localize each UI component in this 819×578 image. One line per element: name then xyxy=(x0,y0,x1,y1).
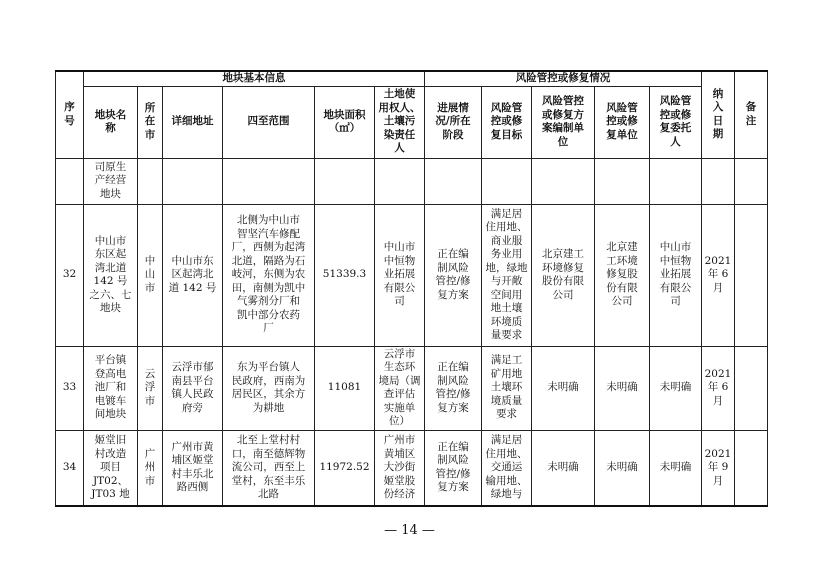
cell-name: 平台镇 登高电 池厂和 电镀车 间地块 xyxy=(84,346,138,430)
cell-repair-unit: 北京建 工环境 修复股 份有限 公司 xyxy=(595,204,650,346)
cell-area: 11972.52 xyxy=(315,430,375,506)
table-row xyxy=(56,430,768,506)
header-date: 纳 入 日 期 xyxy=(702,71,735,158)
cell-index: 32 xyxy=(56,204,84,346)
cell-index: 33 xyxy=(56,346,84,430)
table-row-continuation xyxy=(56,158,768,204)
cell-area: 11081 xyxy=(315,346,375,430)
cell-date: 2021 年 9 月 xyxy=(702,430,735,506)
cell-target: 满足工 矿用地 土壤环 境质量 要求 xyxy=(482,346,532,430)
cell-boundary: 东为平台镇人 民政府，西南为 居民区，其余方 为耕地 xyxy=(223,346,315,430)
cell-date: 2021 年 6 月 xyxy=(702,204,735,346)
cell-city: 广 州 市 xyxy=(138,430,163,506)
cell-owner: 广州市 黄埔区 大沙街 姬堂股 份经济 xyxy=(375,430,425,506)
header-boundary: 四至范围 xyxy=(223,86,315,158)
header-area: 地块面积 （㎡） xyxy=(315,86,375,158)
cell-city: 中 山 市 xyxy=(138,204,163,346)
header-plan-unit: 风险管控 或修复方 案编制单 位 xyxy=(532,86,595,158)
cell-remark xyxy=(735,430,768,506)
header-address: 详细地址 xyxy=(163,86,223,158)
cell-name: 司原生 产经营 地块 xyxy=(84,158,138,204)
cell-address: 中山市东 区起湾北 道 142 号 xyxy=(163,204,223,346)
cell-plan-unit: 未明确 xyxy=(532,346,595,430)
cell-city: 云 浮 市 xyxy=(138,346,163,430)
cell-remark xyxy=(735,346,768,430)
cell-plan-unit: 北京建工 环境修复 股份有限 公司 xyxy=(532,204,595,346)
header-progress: 进展情 况/所在 阶段 xyxy=(425,86,482,158)
cell-repair-unit: 未明确 xyxy=(595,346,650,430)
cell-client: 中山市 中恒物 业拓展 有限公 司 xyxy=(650,204,702,346)
group-header-risk-control: 风险管控或修复情况 xyxy=(425,71,702,86)
header-repair-unit: 风险管 控或修 复单位 xyxy=(595,86,650,158)
header-name: 地块名 称 xyxy=(84,86,138,158)
cell-target: 满足居 住用地、 商业服 务业用 地，绿地 与开敞 空间用 地土壤 环境质 量要求 xyxy=(482,204,532,346)
cell-boundary: 北侧为中山市 智坚汽车修配 厂，西侧为起湾 北道，隔路为石 岐河，东侧为农 田，南侧为凯中 气雾剂分厂和 凯中部分农药 厂 xyxy=(223,204,315,346)
header-target: 风险管 控或修 复目标 xyxy=(482,86,532,158)
header-client: 风险管 控或修 复委托 人 xyxy=(650,86,702,158)
header-city: 所 在 市 xyxy=(138,86,163,158)
group-header-basic-info: 地块基本信息 xyxy=(84,71,425,86)
cell-address: 云浮市郁 南县平台 镇人民政 府旁 xyxy=(163,346,223,430)
table-row xyxy=(56,346,768,430)
header-owner: 土地使 用权人、 土壤污 染责任 人 xyxy=(375,86,425,158)
page-number: — 14 — xyxy=(384,523,435,538)
cell-boundary: 北至上堂村村 口，南至德辉物 流公司，西至上 堂村，东至丰乐 北路 xyxy=(223,430,315,506)
cell-address: 广州市黄 埔区姬堂 村丰乐北 路西侧 xyxy=(163,430,223,506)
cell-repair-unit: 未明确 xyxy=(595,430,650,506)
cell-progress: 正在编 制风险 管控/修 复方案 xyxy=(425,346,482,430)
cell-owner: 中山市 中恒物 业拓展 有限公 司 xyxy=(375,204,425,346)
header-remark: 备 注 xyxy=(735,71,768,158)
cell-name: 姬堂旧 村改造 项目 JT02、 JT03 地 xyxy=(84,430,138,506)
cell-target: 满足居 住用地、 交通运 输用地、 绿地与 xyxy=(482,430,532,506)
cell-plan-unit: 未明确 xyxy=(532,430,595,506)
cell-remark xyxy=(735,204,768,346)
cell-date: 2021 年 6 月 xyxy=(702,346,735,430)
cell-index: 34 xyxy=(56,430,84,506)
cell-progress: 正在编 制风险 管控/修 复方案 xyxy=(425,430,482,506)
header-index: 序 号 xyxy=(56,71,84,158)
table-row xyxy=(56,204,768,346)
cell-progress: 正在编 制风险 管控/修 复方案 xyxy=(425,204,482,346)
cell-client: 未明确 xyxy=(650,430,702,506)
cell-name: 中山市 东区起 湾北道 142 号 之六、七 地块 xyxy=(84,204,138,346)
cell-owner: 云浮市 生态环 境局（调 查评估 实施单 位） xyxy=(375,346,425,430)
cell-area: 51339.3 xyxy=(315,204,375,346)
contaminated-land-table xyxy=(55,70,768,507)
cell-client: 未明确 xyxy=(650,346,702,430)
